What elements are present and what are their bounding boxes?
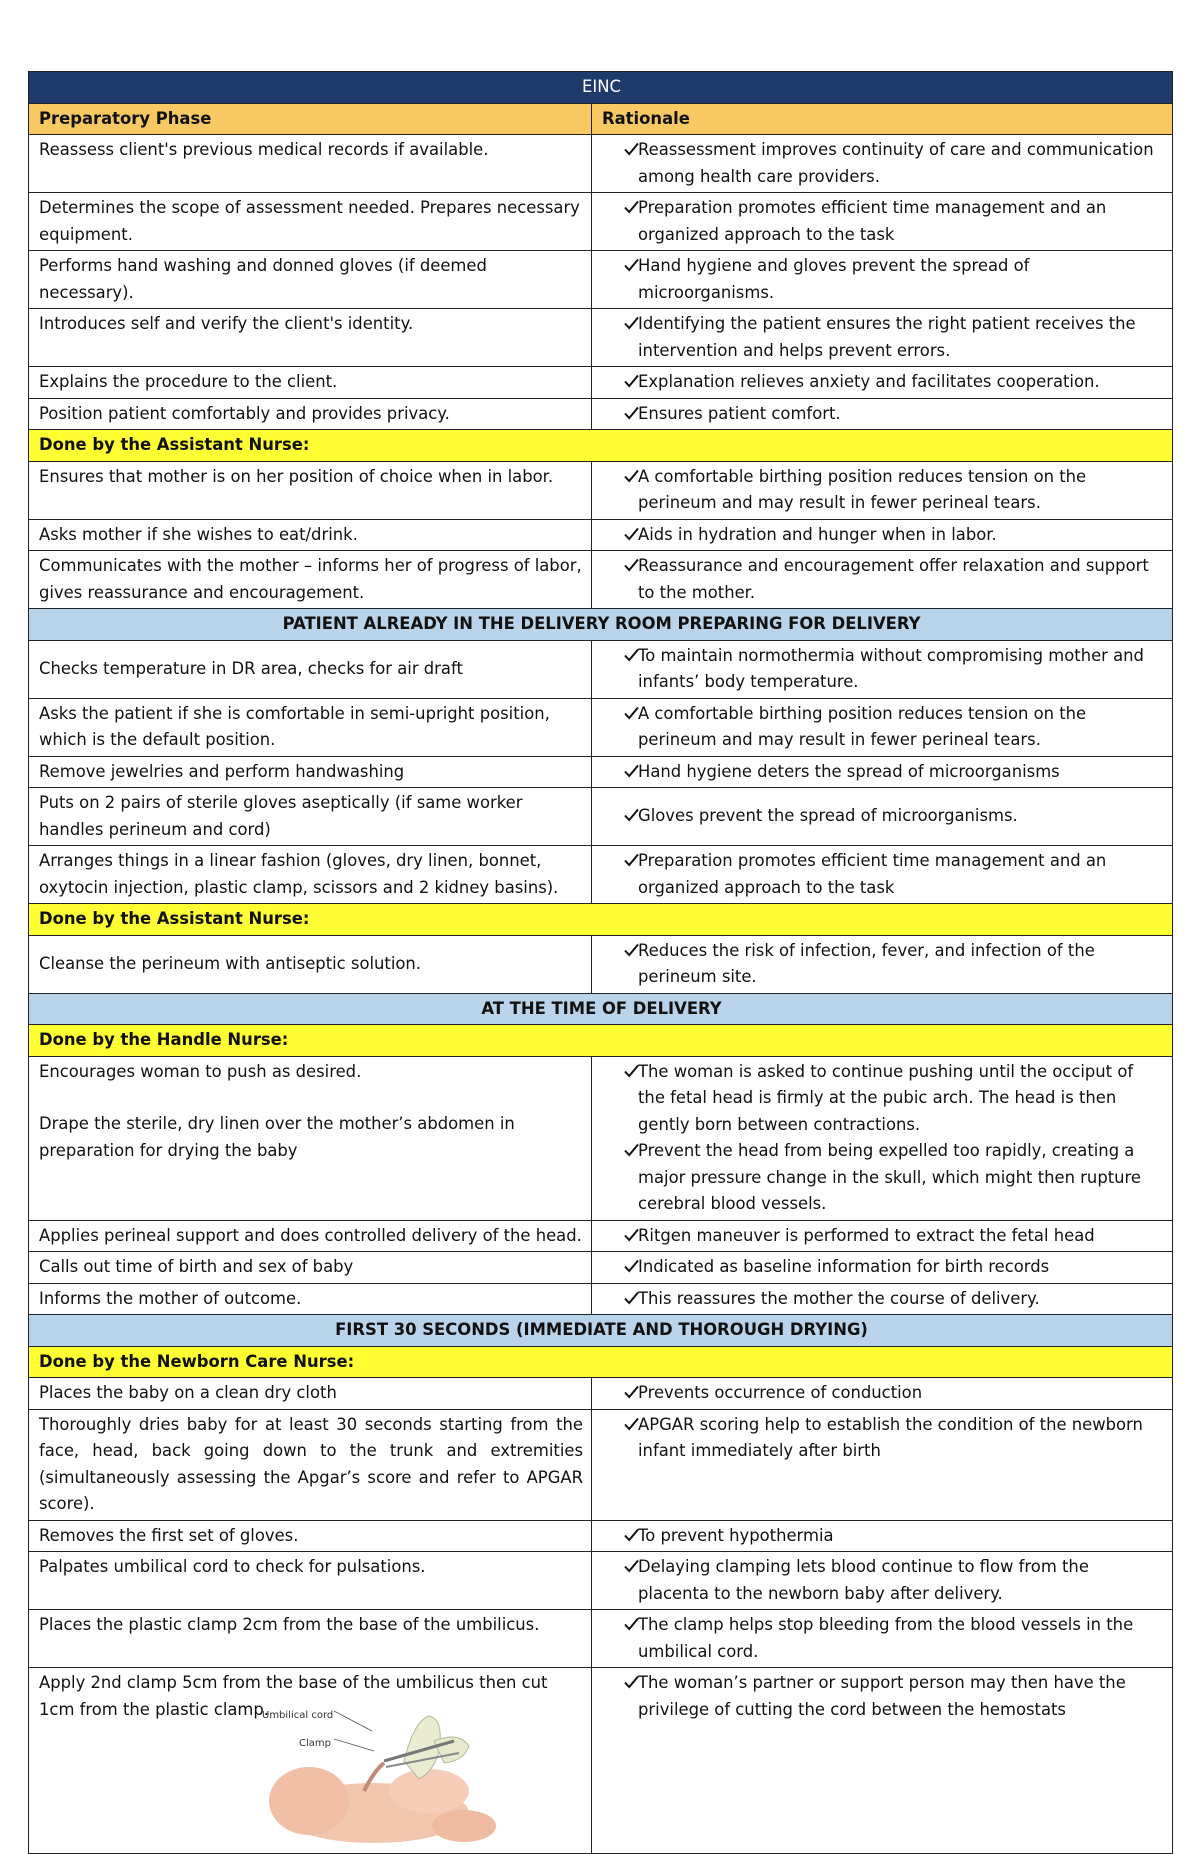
rationale-cell — [592, 935, 1173, 993]
rationale-cell — [592, 1252, 1173, 1284]
rationale-text: The woman is asked to continue pushing until the occiput of the fetal head is firmly at the pubic arch. The head is then gently born between contractions. — [638, 1061, 1134, 1134]
rationale-cell — [592, 1056, 1173, 1220]
step-text: Arranges things in a linear fashion (gloves, dry linen, bonnet, oxytocin injection, plastic clamp, scissors and 2 kidney basins). — [29, 846, 592, 904]
rationale-cell — [592, 1668, 1173, 1854]
step-text: Applies perineal support and does controlled delivery of the head. — [29, 1220, 592, 1252]
rationale-text: The clamp helps stop bleeding from the blood vessels in the umbilical cord. — [638, 1615, 1134, 1661]
step-text: Reassess client's previous medical records if available. — [29, 135, 592, 193]
table-row — [29, 193, 1173, 251]
rationale-text: Reduces the risk of infection, fever, and infection of the perineum site. — [638, 940, 1095, 986]
figure-label-umbilical-cord: Umbilical cord — [262, 1710, 334, 1721]
phase-heading: PATIENT ALREADY IN THE DELIVERY ROOM PREPARING FOR DELIVERY — [29, 609, 1173, 641]
section-row — [29, 1025, 1173, 1057]
rationale-cell — [592, 135, 1173, 193]
rationale-text: Aids in hydration and hunger when in labor. — [638, 524, 997, 544]
checkmark-icon — [624, 1059, 639, 1078]
checkmark-icon — [624, 401, 639, 420]
table-row — [29, 551, 1173, 609]
step-text: Ensures that mother is on her position of choice when in labor. — [29, 461, 592, 519]
step-text: Thoroughly dries baby for at least 30 seconds starting from the face, head, back going down to the trunk and extremities (simultaneously assessing the Apgar’s score and refer to APGAR score). — [29, 1409, 592, 1520]
rationale-text: A comfortable birthing position reduces tension on the perineum and may result in fewer perineal tears. — [638, 466, 1087, 512]
step-text: Removes the first set of gloves. — [29, 1520, 592, 1552]
checkmark-icon — [624, 1223, 639, 1242]
rationale-cell — [592, 193, 1173, 251]
step-text: Puts on 2 pairs of sterile gloves aseptically (if same worker handles perineum and cord) — [29, 788, 592, 846]
checkmark-icon — [624, 464, 639, 483]
section-label: Done by the Newborn Care Nurse: — [29, 1346, 1173, 1378]
rationale-cell — [592, 1409, 1173, 1520]
rationale-cell — [592, 309, 1173, 367]
checkmark-icon — [624, 1523, 639, 1542]
checkmark-icon — [624, 1612, 639, 1631]
checkmark-icon — [624, 643, 639, 662]
rationale-text: Identifying the patient ensures the right patient receives the intervention and helps prevent errors. — [638, 314, 1136, 360]
rationale-text: Delaying clamping lets blood continue to flow from the placenta to the newborn baby after delivery. — [638, 1557, 1089, 1603]
phase-heading: FIRST 30 SECONDS (IMMEDIATE AND THOROUGH DRYING) — [29, 1315, 1173, 1347]
rationale-cell — [592, 846, 1173, 904]
table-row — [29, 1283, 1173, 1315]
checkmark-icon — [624, 195, 639, 214]
rationale-cell — [592, 398, 1173, 430]
section-row — [29, 904, 1173, 936]
header-preparatory-phase: Preparatory Phase — [29, 103, 592, 135]
rationale-text: Explanation relieves anxiety and facilitates cooperation. — [638, 372, 1100, 391]
table-row — [29, 698, 1173, 756]
table-row — [29, 1252, 1173, 1284]
section-row — [29, 430, 1173, 462]
rationale-text: APGAR scoring help to establish the condition of the newborn infant immediately after birth — [638, 1414, 1143, 1460]
umbilical-cord-illustration — [254, 1701, 514, 1851]
rationale-text: A comfortable birthing position reduces tension on the perineum and may result in fewer perineal tears. — [638, 703, 1087, 749]
rationale-cell — [592, 1610, 1173, 1668]
section-row — [29, 1346, 1173, 1378]
checkmark-icon — [624, 522, 639, 541]
rationale-text: Ensures patient comfort. — [638, 403, 841, 423]
table-row — [29, 640, 1173, 698]
table-row — [29, 251, 1173, 309]
table-row — [29, 1220, 1173, 1252]
step-text: Places the baby on a clean dry cloth — [29, 1378, 592, 1410]
table-row — [29, 135, 1173, 193]
rationale-text: Preparation promotes efficient time management and an organized approach to the task — [638, 851, 1107, 897]
checkmark-icon — [624, 1380, 639, 1399]
checkmark-icon — [624, 1554, 639, 1573]
rationale-cell — [592, 788, 1173, 846]
rationale-cell — [592, 1220, 1173, 1252]
rationale-text: Gloves prevent the spread of microorganisms. — [638, 806, 1018, 826]
step-text: Places the plastic clamp 2cm from the base of the umbilicus. — [29, 1610, 592, 1668]
table-row — [29, 788, 1173, 846]
step-text: Performs hand washing and donned gloves (if deemed necessary). — [29, 251, 592, 309]
checkmark-icon — [624, 253, 639, 272]
rationale-cell — [592, 1378, 1173, 1410]
section-label: Done by the Assistant Nurse: — [29, 904, 1173, 936]
table-row — [29, 1668, 1173, 1854]
rationale-cell — [592, 640, 1173, 698]
figure-label-clamp: Clamp — [299, 1738, 331, 1749]
checkmark-icon — [624, 759, 639, 778]
checkmark-icon — [624, 137, 639, 156]
rationale-cell — [592, 756, 1173, 788]
einc-table — [28, 71, 1173, 1854]
step-text: Asks mother if she wishes to eat/drink. — [29, 519, 592, 551]
table-row — [29, 935, 1173, 993]
rationale-cell — [592, 1283, 1173, 1315]
rationale-text: Indicated as baseline information for birth records — [638, 1257, 1050, 1276]
header-row — [29, 103, 1173, 135]
checkmark-icon — [624, 848, 639, 867]
step-text: Asks the patient if she is comfortable in semi-upright position, which is the default position. — [29, 698, 592, 756]
table-row — [29, 1610, 1173, 1668]
table-row — [29, 846, 1173, 904]
step-cell — [29, 1056, 592, 1220]
checkmark-icon — [624, 701, 639, 720]
table-row — [29, 1409, 1173, 1520]
section-label: Done by the Handle Nurse: — [29, 1025, 1173, 1057]
table-title: EINC — [29, 72, 1173, 104]
rationale-text: Reassurance and encouragement offer relaxation and support to the mother. — [638, 556, 1149, 602]
step-text: Communicates with the mother – informs her of progress of labor, gives reassurance and encouragement. — [29, 551, 592, 609]
step-text: Introduces self and verify the client's identity. — [29, 309, 592, 367]
table-row — [29, 1520, 1173, 1552]
table-row — [29, 398, 1173, 430]
checkmark-icon — [624, 553, 639, 572]
rationale-text: Reassessment improves continuity of care and communication among health care providers. — [638, 140, 1154, 186]
checkmark-icon — [624, 1138, 639, 1157]
checkmark-icon — [624, 311, 639, 330]
table-row — [29, 309, 1173, 367]
phase-row — [29, 993, 1173, 1025]
step-text: Position patient comfortably and provides privacy. — [29, 398, 592, 430]
checkmark-icon — [624, 369, 639, 388]
phase-row — [29, 609, 1173, 641]
table-row — [29, 1056, 1173, 1220]
checkmark-icon — [624, 1412, 639, 1431]
phase-row — [29, 1315, 1173, 1347]
rationale-text: To maintain normothermia without compromising mother and infants’ body temperature. — [638, 645, 1144, 691]
step-text: Encourages woman to push as desired. — [39, 1061, 362, 1081]
table-row — [29, 756, 1173, 788]
rationale-cell — [592, 251, 1173, 309]
rationale-text: Prevent the head from being expelled too rapidly, creating a major pressure change in the skull, which might then rupture cerebral blood vessels. — [638, 1141, 1141, 1213]
step-text: Drape the sterile, dry linen over the mother’s abdomen in preparation for drying the baby — [39, 1114, 515, 1160]
step-text: Calls out time of birth and sex of baby — [29, 1252, 592, 1284]
checkmark-icon — [624, 1254, 639, 1273]
rationale-cell — [592, 1552, 1173, 1610]
step-text: Palpates umbilical cord to check for pulsations. — [29, 1552, 592, 1610]
table-row — [29, 367, 1173, 399]
rationale-text: Hand hygiene and gloves prevent the spread of microorganisms. — [638, 256, 1030, 302]
step-text: Informs the mother of outcome. — [29, 1283, 592, 1315]
rationale-cell — [592, 461, 1173, 519]
rationale-text: The woman’s partner or support person may then have the privilege of cutting the cord between the hemostats — [638, 1673, 1126, 1719]
phase-heading: AT THE TIME OF DELIVERY — [29, 993, 1173, 1025]
step-cell — [29, 1668, 592, 1854]
checkmark-icon — [624, 1286, 639, 1305]
header-rationale: Rationale — [592, 103, 1173, 135]
rationale-cell — [592, 698, 1173, 756]
step-text: Remove jewelries and perform handwashing — [29, 756, 592, 788]
rationale-text: This reassures the mother the course of delivery. — [638, 1288, 1040, 1308]
table-row — [29, 461, 1173, 519]
checkmark-icon — [624, 1670, 639, 1689]
rationale-text: Ritgen maneuver is performed to extract the fetal head — [638, 1225, 1095, 1245]
rationale-text: Hand hygiene deters the spread of microorganisms — [638, 761, 1060, 781]
table-row — [29, 519, 1173, 551]
rationale-cell — [592, 519, 1173, 551]
checkmark-icon — [624, 803, 639, 822]
table-row — [29, 1378, 1173, 1410]
checkmark-icon — [624, 938, 639, 957]
table-title-row — [29, 72, 1173, 104]
rationale-text: To prevent hypothermia — [638, 1525, 834, 1545]
table-row — [29, 1552, 1173, 1610]
section-label: Done by the Assistant Nurse: — [29, 430, 1173, 462]
rationale-text: Preparation promotes efficient time management and an organized approach to the task — [638, 198, 1107, 244]
step-text: Checks temperature in DR area, checks for air draft — [29, 640, 592, 698]
step-text: Cleanse the perineum with antiseptic solution. — [29, 935, 592, 993]
rationale-cell — [592, 367, 1173, 399]
step-text: Apply 2nd clamp 5cm from the base of the umbilicus then cut 1cm from the plastic clamp. — [39, 1673, 548, 1719]
rationale-cell — [592, 551, 1173, 609]
rationale-cell — [592, 1520, 1173, 1552]
rationale-text: Prevents occurrence of conduction — [638, 1383, 923, 1402]
step-text: Explains the procedure to the client. — [29, 367, 592, 399]
step-text: Determines the scope of assessment needed. Prepares necessary equipment. — [29, 193, 592, 251]
